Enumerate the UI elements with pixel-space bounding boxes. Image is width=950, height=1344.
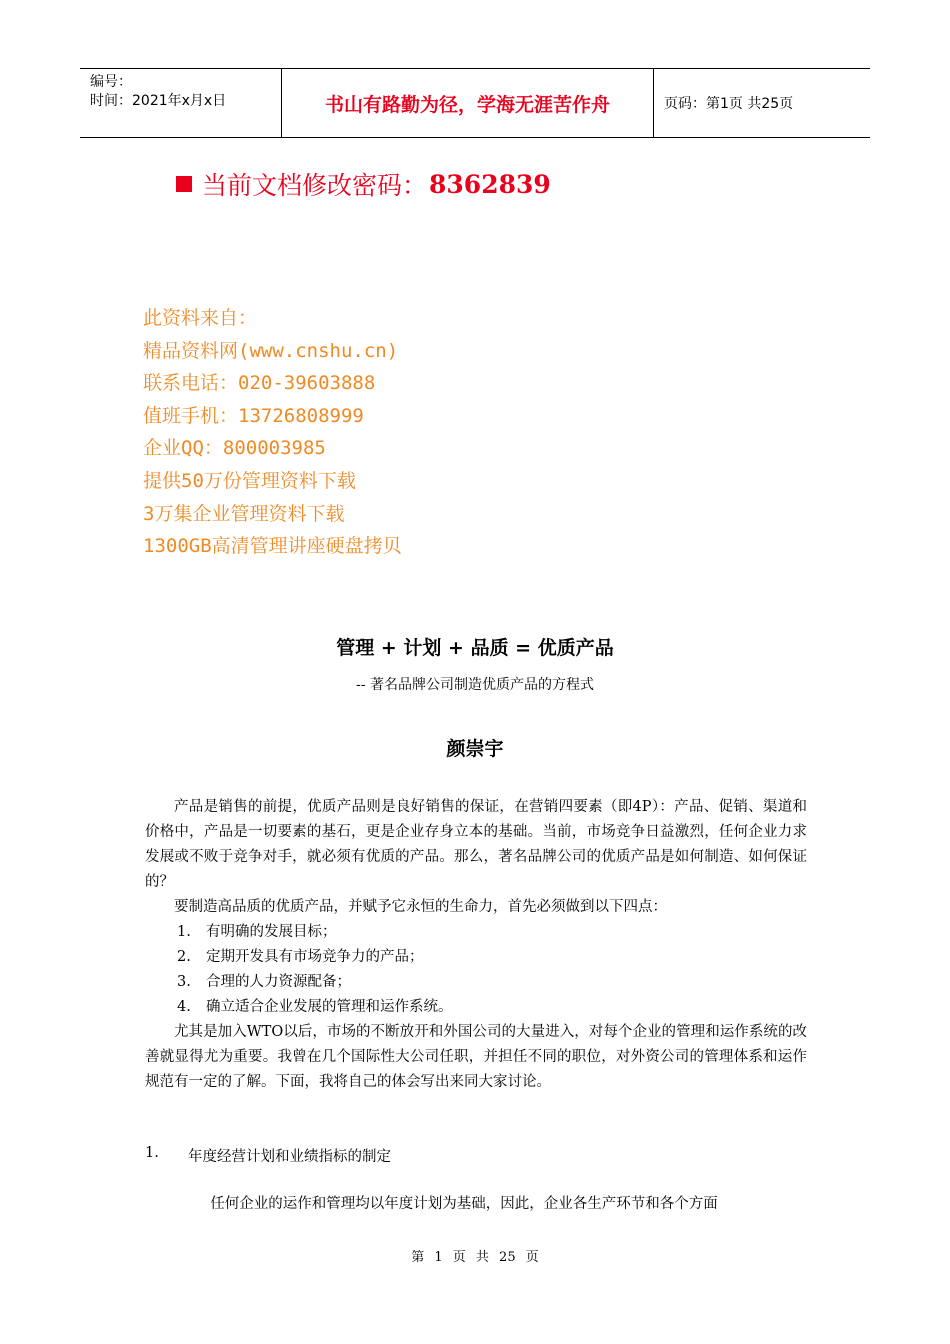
section-heading-text: 年度经营计划和业绩指标的制定 — [188, 1149, 391, 1165]
header-page-label: 页码：第1页 共25页 — [664, 96, 794, 112]
password-label: 当前文档修改密码： — [202, 171, 428, 200]
document-title: 管理 + 计划 + 品质 = 优质产品 — [336, 637, 614, 659]
list-item — [145, 970, 807, 995]
source-line: 值班手机：13726808999 — [143, 404, 364, 427]
section-paragraph: 任何企业的运作和管理均以年度计划为基础，因此，企业各生产环节和各个方面 — [210, 1196, 718, 1212]
author-name: 颜崇宇 — [446, 738, 504, 760]
document-date-label: 时间：2021年x月x日 — [90, 93, 227, 109]
source-line: 联系电话：020-39603888 — [143, 372, 376, 395]
document-number-label: 编号： — [90, 74, 132, 90]
list-item-text: 有明确的发展目标； — [206, 924, 337, 940]
password-code: 8362839 — [429, 169, 551, 199]
source-line: 精品资料网(www.cnshu.cn) — [143, 339, 399, 362]
list-item — [145, 995, 807, 1020]
list-item-number: 2. — [177, 949, 191, 965]
red-square-icon — [176, 176, 192, 192]
section-number: 1. — [145, 1145, 159, 1161]
header-motto: 书山有路勤为径，学海无涯苦作舟 — [282, 69, 654, 137]
document-subtitle: -- 著名品牌公司制造优质产品的方程式 — [356, 677, 594, 693]
paragraph: 尤其是加入WTO以后，市场的不断放开和外国公司的大量进入，对每个企业的管理和运作系统的改善就显得尤为重要。我曾在几个国际性大公司任职，并担任不同的职位，对外资公司的管理体系和运作规范有一定的了解。下面，我将自己的体会写出来同大家讨论。 — [145, 1024, 807, 1090]
list-item-text: 确立适合企业发展的管理和运作系统。 — [206, 999, 453, 1015]
header-meta-cell — [80, 69, 282, 137]
list-item-number: 1. — [177, 924, 191, 940]
source-line: 3万集企业管理资料下载 — [143, 502, 345, 525]
paragraph: 产品是销售的前提，优质产品则是良好销售的保证，在营销四要素（即4P）：产品、促销、渠道和价格中，产品是一切要素的基石，更是企业存身立本的基础。当前，市场竞争日益激烈，任何企业力求发展或不败于竞争对手，就必须有优质的产品。那么，著名品牌公司的优质产品是如何制造、如何保证的？ — [145, 799, 807, 890]
list-item-text: 合理的人力资源配备； — [206, 974, 351, 990]
source-line: 此资料来自： — [143, 307, 258, 329]
list-item-text: 定期开发具有市场竞争力的产品； — [206, 949, 424, 965]
source-line: 企业QQ：800003985 — [143, 437, 326, 460]
list-item — [145, 920, 807, 945]
list-item-number: 3. — [177, 974, 191, 990]
header-table — [80, 68, 870, 138]
section-heading — [145, 1145, 391, 1166]
page-footer: 第 1 页 共 25 页 — [411, 1250, 539, 1265]
source-line: 提供50万份管理资料下载 — [143, 469, 356, 492]
list-item-number: 4. — [177, 999, 191, 1015]
paragraph: 要制造高品质的优质产品，并赋予它永恒的生命力，首先必须做到以下四点： — [174, 899, 667, 915]
password-line — [176, 166, 551, 202]
list-item — [145, 945, 807, 970]
body-text — [145, 795, 807, 1095]
source-line: 1300GB高清管理讲座硬盘拷贝 — [143, 535, 402, 558]
source-info-block — [143, 302, 402, 563]
